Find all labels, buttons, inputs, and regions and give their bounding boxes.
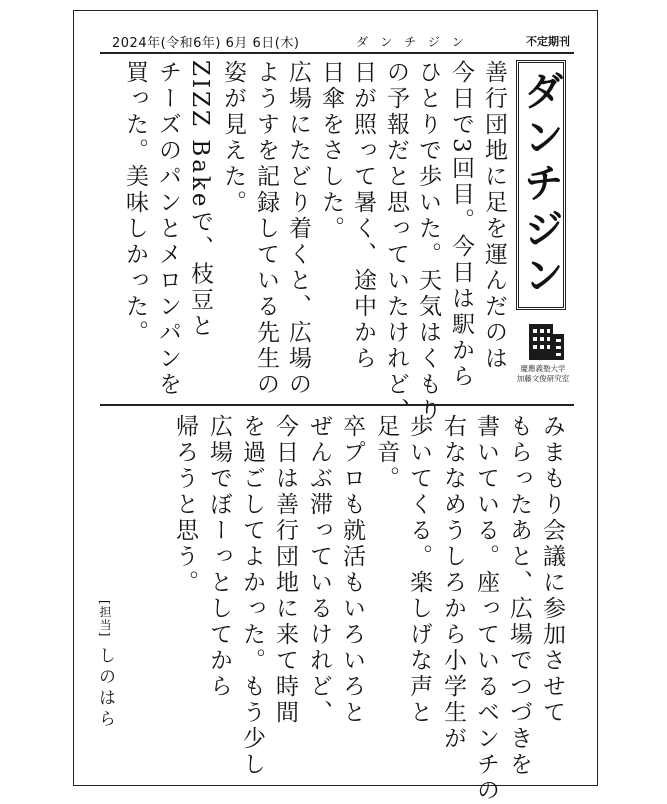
masthead-box bbox=[516, 60, 566, 310]
text-column: 右ななめうしろから小学生が bbox=[440, 414, 466, 752]
text-column: 日傘をさした。 bbox=[318, 60, 344, 242]
text-column: 広場にたどり着くと、広場の bbox=[285, 60, 311, 398]
institution-name: 慶應義塾大学 bbox=[520, 364, 566, 373]
text-column: もらったあと、広場でつづきを bbox=[506, 414, 532, 778]
text-column: みまもり会議に参加させて bbox=[539, 414, 565, 726]
issue-date: 2024年(令和6年) 6月 6日(木) bbox=[112, 36, 300, 51]
text-column: 卒プロも就活もいろいろと bbox=[339, 414, 365, 726]
publication-frequency: 不定期刊 bbox=[526, 35, 570, 48]
text-column: 日が照って暑く、途中から bbox=[350, 60, 376, 372]
text-column: 今日は善行団地に来て時間 bbox=[272, 414, 298, 726]
text-column: 姿が見えた。 bbox=[220, 60, 246, 216]
header-paper-name: ダンチジン bbox=[356, 35, 476, 49]
byline bbox=[92, 600, 116, 768]
text-column: 今日で3回目。今日は駅から bbox=[448, 60, 474, 390]
text-column: 書いている。座っているベンチの bbox=[473, 414, 499, 804]
section-divider bbox=[100, 404, 574, 406]
text-column: ひとりで歩いた。天気はくもり bbox=[415, 60, 441, 424]
author-name: しのはら bbox=[95, 646, 115, 731]
institution-credit bbox=[506, 364, 580, 384]
text-column: チーズのパンとメロンパンを bbox=[155, 60, 181, 398]
header-rule bbox=[100, 52, 574, 54]
text-column: 歩いてくる。楽しげな声と bbox=[406, 414, 432, 726]
masthead-title: ダンチジン bbox=[517, 70, 564, 300]
byline-label: [担当] bbox=[98, 600, 112, 638]
header-bar bbox=[112, 32, 572, 54]
text-column: 帰ろうと思う。 bbox=[172, 414, 198, 596]
text-column: 足音。 bbox=[373, 414, 399, 492]
text-column: ぜんぶ滞っているけれど、 bbox=[306, 414, 332, 726]
text-column: 広場でぼーっとしてから bbox=[206, 414, 232, 700]
text-column: 善行団地に足を運んだのは bbox=[481, 60, 507, 372]
text-column: 買った。美味しかった。 bbox=[122, 60, 148, 346]
text-column: ZIZZ Bakeで、枝豆と bbox=[187, 60, 213, 340]
text-column: の予報だと思っていたけれど、 bbox=[383, 60, 409, 424]
text-column: を過ごしてよかった。もう少し bbox=[239, 414, 265, 778]
text-column: ようすを記録している先生の bbox=[253, 60, 279, 398]
building-icon bbox=[526, 318, 566, 362]
lab-name: 加藤文俊研究室 bbox=[516, 374, 570, 383]
